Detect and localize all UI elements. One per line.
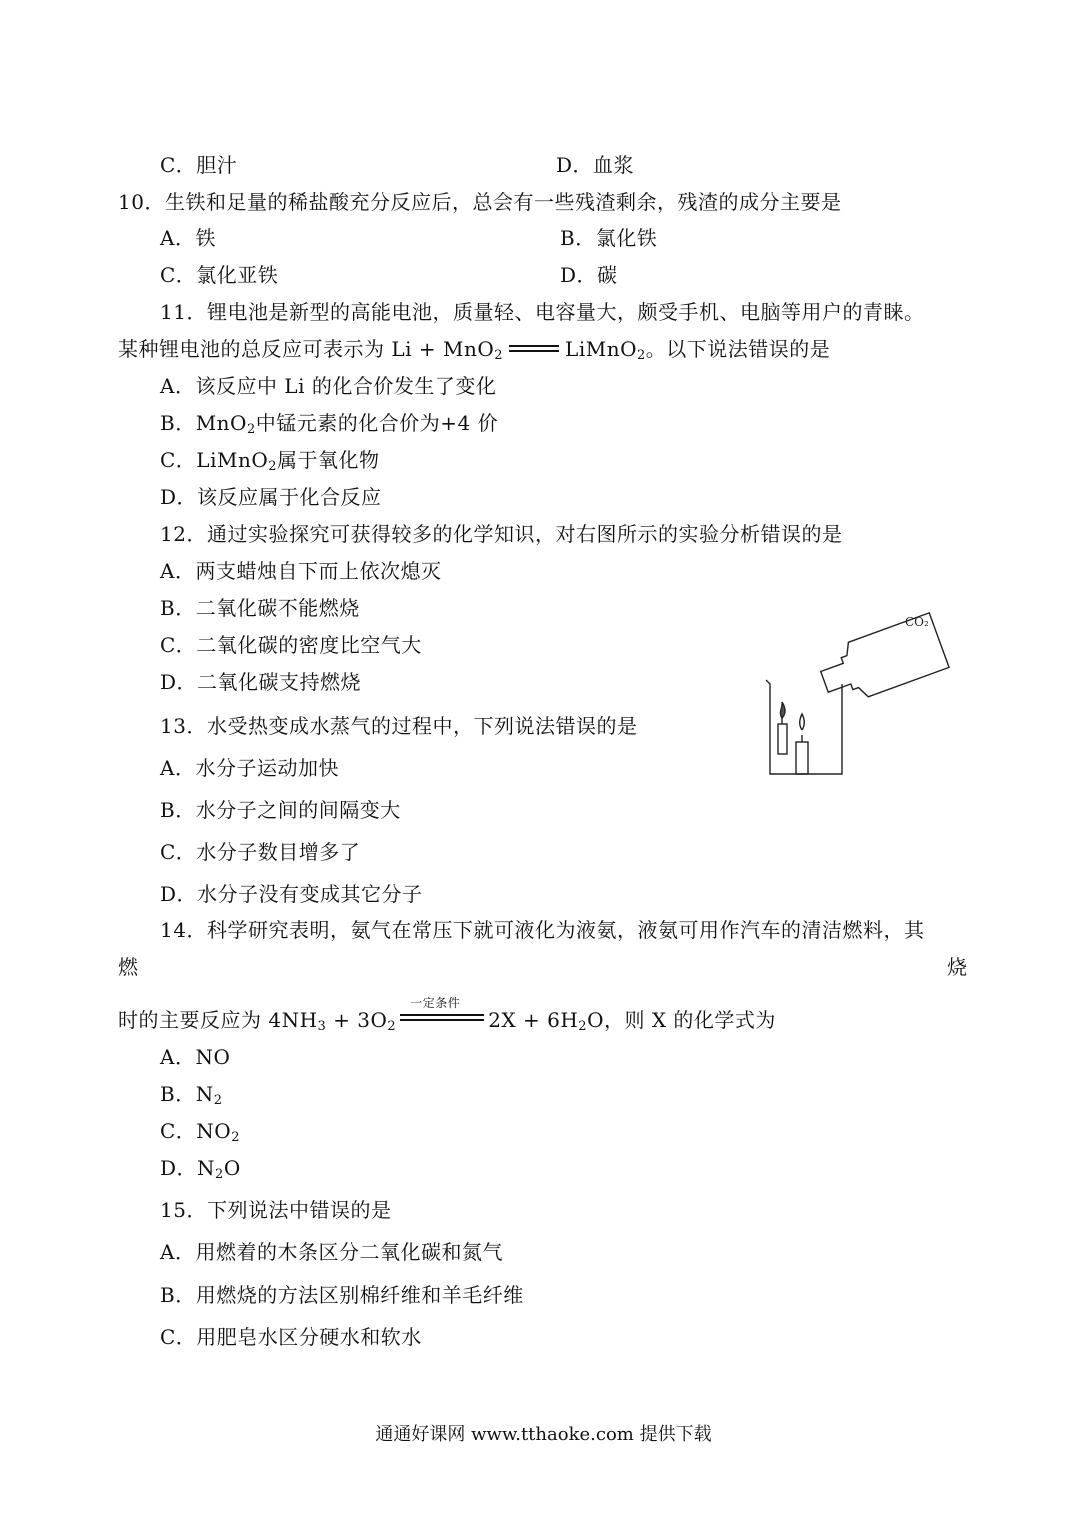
equation-condition-arrow — [400, 996, 484, 1024]
q12-option-c: C．二氧化碳的密度比空气大 — [160, 633, 422, 657]
q11-stem-line2 — [118, 337, 830, 368]
subscript: 2 — [636, 348, 646, 363]
q13-option-a: A．水分子运动加快 — [160, 756, 339, 780]
q11-option-b — [160, 411, 498, 442]
q11-option-c-formula: C．LiMnO — [160, 448, 269, 472]
subscript: 3 — [317, 1019, 327, 1034]
subscript: 2 — [494, 348, 504, 363]
q14-reactant-o2: + 3O — [326, 1008, 388, 1032]
q10-option-c: C．氯化亚铁 — [160, 263, 279, 287]
q14-option-a: A．NO — [160, 1045, 231, 1069]
q15-stem: 15．下列说法中错误的是 — [160, 1198, 392, 1222]
q11-option-b-text: 中锰元素的化合价为+4 价 — [255, 411, 499, 435]
q14-option-d — [160, 1156, 241, 1187]
subscript: 2 — [215, 1167, 224, 1182]
q15-option-b: B．用燃烧的方法区别棉纤维和羊毛纤维 — [160, 1283, 524, 1307]
q11-option-c — [160, 448, 380, 479]
q14-option-d-formula: D．N — [160, 1156, 216, 1180]
page-footer: 通通好课网 www.tthaoke.com 提供下载 — [375, 1424, 712, 1445]
q14-stem-line1: 14．科学研究表明，氨气在常压下就可液化为液氨，液氨可用作汽车的清洁燃料，其 — [160, 918, 925, 942]
subscript: 2 — [246, 422, 256, 437]
q11-reactants: 某种锂电池的总反应可表示为 Li + MnO — [118, 337, 495, 361]
q14-products: 2X + 6H — [488, 1008, 579, 1032]
subscript: 2 — [387, 1019, 397, 1034]
q10-option-b: B．氯化铁 — [560, 226, 658, 250]
q14-stem-line2-left: 燃 — [118, 955, 139, 979]
q14-option-b-formula: B．N — [160, 1082, 214, 1106]
q13-option-d: D．水分子没有变成其它分子 — [160, 882, 423, 906]
q14-stem-line3 — [118, 996, 776, 1039]
subscript: 2 — [268, 459, 278, 474]
q11-question: 。以下说法错误的是 — [645, 337, 831, 361]
q14-option-d-o: O — [223, 1156, 241, 1180]
q10-option-d: D．碳 — [560, 263, 618, 287]
co2-label: CO₂ — [905, 615, 929, 629]
q13-stem: 13．水受热变成水蒸气的过程中，下列说法错误的是 — [160, 714, 638, 738]
subscript: 2 — [231, 1130, 240, 1145]
q11-option-c-text: 属于氧化物 — [277, 448, 380, 472]
q11-option-d: D．该反应属于化合反应 — [160, 485, 382, 509]
q12-option-d: D．二氧化碳支持燃烧 — [160, 670, 362, 694]
co2-candle-experiment-figure — [760, 592, 960, 782]
q10-option-a: A．铁 — [160, 226, 216, 250]
subscript: 2 — [578, 1019, 588, 1034]
q10-stem: 10．生铁和足量的稀盐酸充分反应后，总会有一些残渣剩余，残渣的成分主要是 — [118, 190, 842, 214]
q13-option-b: B．水分子之间的间隔变大 — [160, 798, 401, 822]
q14-reactant-nh3: 时的主要反应为 4NH — [118, 1008, 318, 1032]
q14-option-c-formula: C．NO — [160, 1119, 232, 1143]
q9-option-d: D．血浆 — [556, 153, 635, 177]
q11-product: LiMnO — [565, 337, 637, 361]
q14-question: O，则 X 的化学式为 — [587, 1008, 776, 1032]
q14-option-c — [160, 1119, 240, 1150]
q14-stem-line2-right: 烧 — [947, 955, 968, 979]
q11-option-a: A．该反应中 Li 的化合价发生了变化 — [160, 374, 497, 398]
q11-stem-line1: 11．锂电池是新型的高能电池，质量轻、电容量大，颇受手机、电脑等用户的青睐。 — [160, 300, 925, 324]
q9-option-c: C．胆汁 — [160, 153, 238, 177]
reaction-condition: 一定条件 — [410, 996, 461, 1010]
q13-option-c: C．水分子数目增多了 — [160, 840, 361, 864]
q14-option-b — [160, 1082, 222, 1113]
q15-option-a: A．用燃着的木条区分二氧化碳和氮气 — [160, 1240, 503, 1264]
q12-stem: 12．通过实验探究可获得较多的化学知识，对右图所示的实验分析错误的是 — [160, 522, 843, 546]
q11-option-b-formula: B．MnO — [160, 411, 247, 435]
subscript: 2 — [213, 1093, 223, 1108]
q12-option-b: B．二氧化碳不能燃烧 — [160, 596, 360, 620]
q15-option-c: C．用肥皂水区分硬水和软水 — [160, 1325, 422, 1349]
equation-equals-sign — [509, 344, 559, 354]
q12-option-a: A．两支蜡烛自下而上依次熄灭 — [160, 559, 442, 583]
